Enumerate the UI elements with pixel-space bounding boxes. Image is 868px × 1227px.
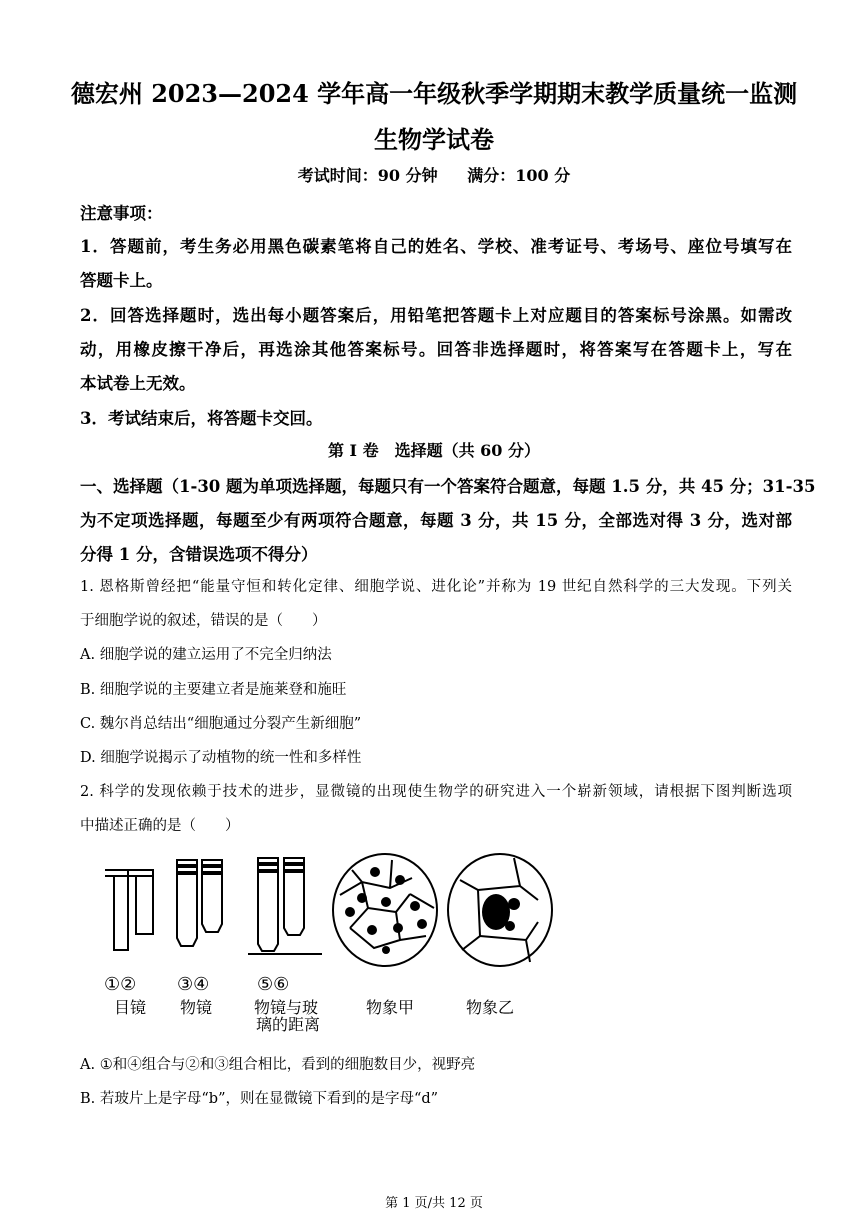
figure-label-objective: 物镜 (180, 998, 213, 1017)
section-instr-line-3: 分得 1 分，含错误选项不得分） (80, 545, 318, 564)
q1-option-a: A. 细胞学说的建立运用了不完全归纳法 (80, 647, 332, 663)
note-2-line-2: 动，用橡皮擦干净后，再选涂其他答案标号。回答非选择题时，将答案写在答题卡上，写在 (80, 340, 792, 359)
exam-meta (0, 163, 868, 186)
section-instr-line-2: 为不定项选择题，每题至少有两项符合题意，每题 3 分，共 15 分，全部选对得 3 分，选对部 (80, 511, 792, 530)
image-b-view (448, 854, 552, 966)
note-2-line-1: 2．回答选择题时，选出每小题答案后，用铅笔把答题卡上对应题目的答案标号涂黑。如需改 (80, 306, 792, 325)
q2-option-b: B. 若玻片上是字母“b”，则在显微镜下看到的是字母“d” (80, 1091, 439, 1107)
figure-label-eyepiece: 目镜 (114, 998, 147, 1017)
figure-label-distance-2: 璃的距离 (256, 1015, 321, 1034)
q2-stem-line-1: 2. 科学的发现依赖于技术的进步，显微镜的出现使生物学的研究进入一个崭新领域，请根据下图判断选项 (80, 784, 792, 800)
section-instr-line-1: 一、选择题（1-30 题为单项选择题，每题只有一个答案符合题意，每题 1.5 分，共 45 分；31-35 (80, 477, 816, 496)
q1-stem-line-2: 于细胞学说的叙述，错误的是（ ） (80, 613, 327, 629)
q1-stem-line-1: 1. 恩格斯曾经把“能量守恒和转化定律、细胞学说、进化论”并称为 19 世纪自然科学的三大发现。下列关 (80, 579, 792, 595)
image-a-view (333, 854, 437, 966)
eyepiece-drawing (105, 870, 153, 950)
figure-nums-eyepiece: ①② (104, 974, 137, 995)
figure-label-image-b: 物象乙 (466, 998, 515, 1017)
page-number: 第 1 页/共 12 页 (385, 1196, 483, 1211)
q2-option-a: A. ①和④组合与②和③组合相比，看到的细胞数目少，视野亮 (80, 1057, 476, 1073)
q1-option-b: B. 细胞学说的主要建立者是施莱登和施旺 (80, 682, 347, 698)
exam-time: 考试时间：90 分钟 (297, 166, 438, 185)
full-score: 满分：100 分 (467, 166, 571, 185)
q1-option-d: D. 细胞学说揭示了动植物的统一性和多样性 (80, 750, 362, 766)
q1-option-c: C. 魏尔肖总结出“细胞通过分裂产生新细胞” (80, 716, 362, 732)
figure-label-distance-1: 物镜与玻 (254, 998, 319, 1017)
objective-drawing (177, 860, 222, 946)
note-2-line-3: 本试卷上无效。 (80, 374, 196, 393)
note-1-line-2: 答题卡上。 (80, 271, 163, 290)
note-1-line-1: 1．答题前，考生务必用黑色碳素笔将自己的姓名、学校、准考证号、考场号、座位号填写在 (80, 237, 792, 256)
section-title: 第 I 卷 选择题（共 60 分） (327, 441, 541, 460)
distance-drawing (248, 858, 322, 954)
microscope-figure (100, 850, 560, 1035)
exam-subject: 生物学试卷 (374, 125, 494, 154)
exam-title: 德宏州 2023—2024 学年高一年级秋季学期期末教学质量统一监测 (70, 79, 798, 108)
figure-label-image-a: 物象甲 (366, 998, 415, 1017)
q2-stem-line-2: 中描述正确的是（ ） (80, 818, 240, 834)
note-3: 3．考试结束后，将答题卡交回。 (80, 409, 323, 428)
notes-heading: 注意事项： (80, 204, 163, 223)
figure-nums-distance: ⑤⑥ (257, 974, 290, 995)
figure-nums-objective: ③④ (177, 974, 210, 995)
